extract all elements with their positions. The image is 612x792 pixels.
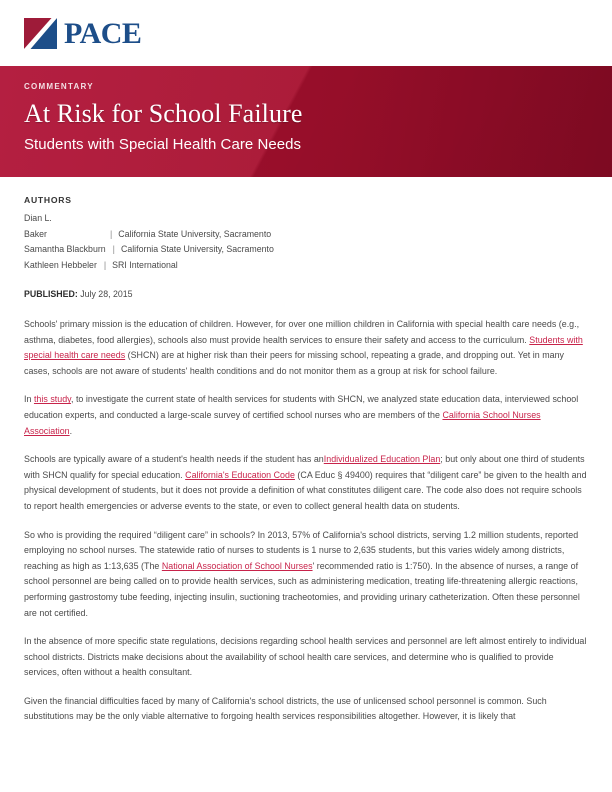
hero-kicker: COMMENTARY [24, 82, 94, 91]
paragraph-3-text-a: Schools are typically aware of a student's health needs if the student has an [24, 454, 324, 465]
page-title: At Risk for School Failure [24, 99, 303, 128]
paragraph-2-text-b: , to investigate the current state of health services for students with SHCN, we analyzed state education data, interviewed school education experts, and conducted a large-scale survey of certified school nurses who are members of the [24, 394, 579, 420]
link-this-study[interactable]: this study [33, 394, 71, 405]
author-separator: | [112, 244, 115, 254]
published-label: PUBLISHED: [24, 289, 78, 299]
document-body [0, 177, 612, 725]
author-name: Baker [24, 228, 47, 239]
authors-heading: AUTHORS [24, 195, 72, 205]
paragraph-1-text-b: (SHCN) are at higher risk than their peers for missing school, repeating a grade, and dropping out. Yet in many cases, schools are not aware of students' health conditions and do not monitor them as a group at risk for school failure. [24, 350, 564, 376]
paragraph-4 [24, 528, 588, 622]
link-students-with-special-health-care-needs[interactable]: Students with special health care needs [24, 334, 583, 361]
paragraph-2-text-a: In [24, 394, 34, 405]
author-name: Samantha Blackburn [24, 244, 106, 254]
author-affiliation: California State University, Sacramento [118, 228, 272, 239]
link-california-school-nurses-association[interactable]: California School Nurses Association [24, 409, 541, 436]
paragraph-4-text-b: ' recommended ratio is 1:750). In the absence of nurses, a range of school personnel are being called on to provide health services, such as administering medication, treating life-threatening allergic reactions, performing gastrostomy tube feeding, injecting insulin, suctioning tracheotomies, and providing urinary catheterization. Often these personnel are not certified. [24, 560, 580, 618]
link-californias-education-code[interactable]: California's Education Code [185, 469, 295, 480]
author-name: Kathleen Hebbeler [24, 259, 97, 270]
author-entry [24, 211, 588, 227]
author-name: Dian L. [24, 213, 52, 223]
author-affiliation: SRI International [112, 259, 178, 270]
published-date: July 28, 2015 [80, 289, 133, 299]
author-entry [24, 227, 588, 243]
paragraph-5: In the absence of more specific state regulations, decisions regarding school health services and personnel are left almost entirely to individual school districts. Districts make decisions about the availability of school health care services, and determine who is qualified to provide services, often without a health consultant. [24, 636, 587, 678]
paragraph-4-text-a: So who is providing the required “diligent care” in schools? In 2013, 57% of California's school districts, serving 1.2 million students, reported employing no school nurses. The statewide ratio of nurses to students is 1 nurse to 2,635 students, but this varies widely among districts, reaching as high as 1:13,635 (The [24, 529, 579, 571]
paragraph-2 [24, 392, 588, 439]
paragraph-3 [24, 452, 588, 514]
link-individualized-education-plan[interactable]: Individualized Education Plan [323, 454, 441, 465]
brand-header [0, 0, 612, 66]
page-subtitle: Students with Special Health Care Needs [24, 135, 302, 153]
authors-list [24, 211, 588, 273]
author-separator: | [103, 259, 107, 270]
author-affiliation: California State University, Sacramento [120, 244, 274, 254]
pace-wordmark: PACE [64, 17, 142, 50]
published-line [24, 287, 588, 301]
author-entry [24, 258, 588, 274]
paragraph-6: Given the financial difficulties faced by many of California's school districts, the use of unlicensed school personnel is common. Such substitutions may be the only viable alternative to forgoing health services responsibilities altogether. However, it is likely that [24, 695, 547, 722]
pace-logo[interactable] [24, 18, 141, 49]
paragraph-3-text-c: (CA Educ § 49400) requires that “diligent care” be given to the health and physical development of students, but it does not provide a definition of what constitutes diligent care. The code also does not require schools to report health emergencies or adverse events to the state, or even to collect general health data on students. [24, 469, 587, 511]
paragraph-1 [24, 317, 588, 379]
link-national-association-of-school-nurses[interactable]: National Association of School Nurses [161, 560, 313, 571]
pace-triangle-logo-icon [24, 18, 57, 49]
author-separator: | [110, 228, 113, 239]
paragraph-3-text-b: ; but only about one third of students with SHCN qualify for special education. [24, 454, 585, 480]
hero-banner [0, 66, 612, 177]
paragraph-2-text-c: . [69, 425, 73, 436]
paragraph-1-text-a: Schools' primary mission is the education of children. However, for over one million children in California with special health care needs (e.g., asthma, diabetes, food allergies), schools also must provide health services to ensure their safety and access to the curriculum. [24, 319, 580, 345]
author-entry [24, 242, 588, 258]
